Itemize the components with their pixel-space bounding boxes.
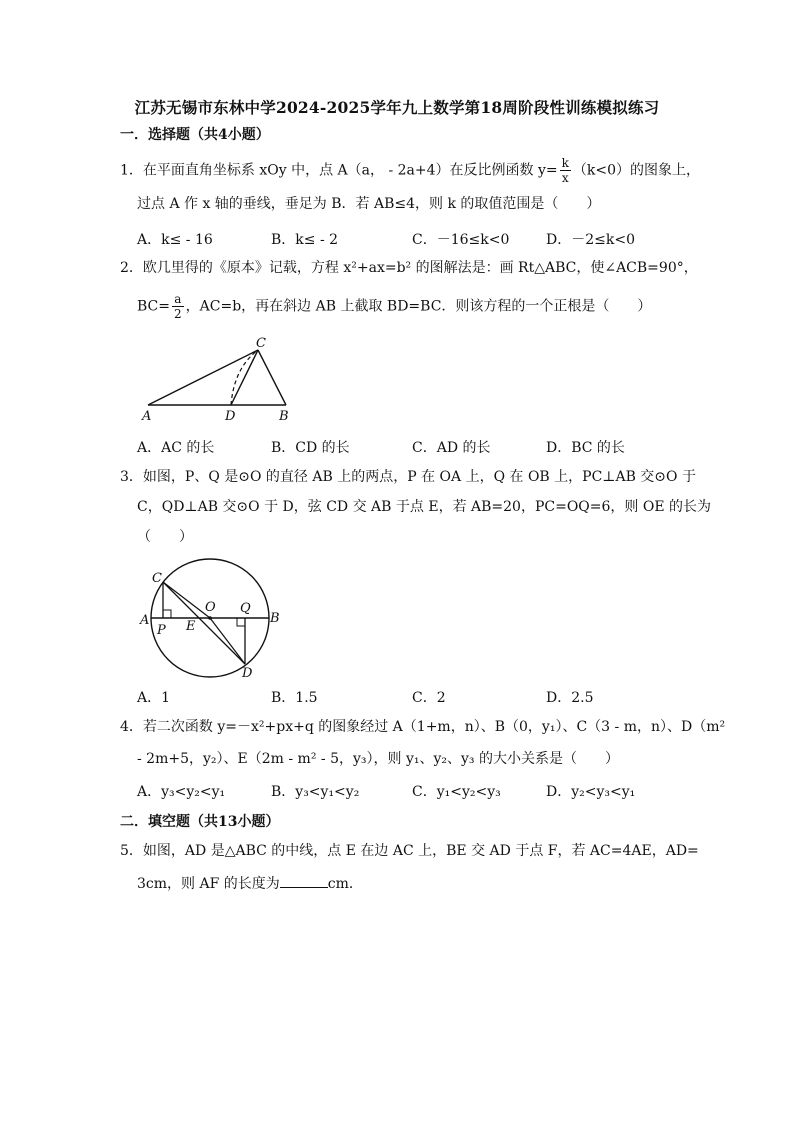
q5-line2 (137, 873, 363, 894)
q2-option-c: C．AD 的长 (412, 440, 491, 456)
q3-line3: （ ） (137, 529, 193, 545)
q3-center-dot (208, 616, 212, 620)
q5-text-a: 3cm，则 AF 的长度为 (137, 876, 280, 892)
q3-line2: C，QD⊥AB 交⊙O 于 D，弦 CD 交 AB 于点 E，若 AB=20，PC=OQ=6，则 OE 的长为 (137, 499, 712, 515)
q5-line1: 5．如图，AD 是△ABC 的中线，点 E 在边 AC 上，BE 交 AD 于点 F，若 AC=4AE，AD= (120, 843, 699, 859)
q1-frac-num: k (561, 156, 569, 170)
q3-option-b: B．1.5 (271, 690, 318, 706)
q3-label-q: Q (240, 601, 251, 616)
q4-option-d: D．y₂<y₃<y₁ (546, 784, 636, 800)
q2-label-a: A (142, 409, 152, 424)
q3-right-angle-p (163, 610, 171, 618)
q4-option-c: C．y₁<y₂<y₃ (412, 784, 501, 800)
q3-option-a: A．1 (137, 690, 171, 706)
q2-label-b: B (279, 409, 289, 424)
q2-frac-den: 2 (174, 307, 182, 321)
q3-label-c: C (152, 571, 162, 586)
q3-label-a: A (140, 613, 150, 628)
q1-option-c: C．－16≤k<0 (412, 232, 510, 248)
q2-option-b: B．CD 的长 (271, 440, 350, 456)
q3-line1: 3．如图，P、Q 是⊙O 的直径 AB 上的两点，P 在 OA 上，Q 在 OB 上，PC⊥AB 交⊙O 于 (120, 469, 696, 485)
q1-option-a: A．k≤ - 16 (137, 232, 213, 248)
q2-label-d: D (225, 409, 236, 424)
q3-label-b: B (270, 611, 280, 626)
q3-option-c: C．2 (412, 690, 446, 706)
q3-label-p: P (157, 623, 166, 638)
q3-chord-cd (163, 582, 245, 664)
q3-segment-co (163, 582, 210, 618)
q3-label-o: O (205, 600, 216, 615)
q4-line2: - 2m+5，y₂）、E（2m - m² - 5，y₃），则 y₁、y₂、y₃ 的大小关系是（ ） (137, 751, 619, 767)
q2-option-a: A．AC 的长 (137, 440, 215, 456)
q1-line2: 过点 A 作 x 轴的垂线，垂足为 B．若 AB≤4，则 k 的取值范围是（ ） (137, 196, 601, 212)
q1-text-b: （k<0）的图象上， (572, 162, 701, 179)
q3-segment-od (210, 618, 245, 664)
q3-label-d: D (242, 666, 253, 681)
q2-text-b: ，AC=b，再在斜边 AB 上截取 BD=BC．则该方程的一个正根是（ ） (185, 298, 652, 315)
q2-label-c: C (256, 336, 266, 351)
q2-option-d: D．BC 的长 (546, 440, 625, 456)
q3-option-d: D．2.5 (546, 690, 594, 706)
q3-right-angle-q (237, 618, 245, 626)
q1-frac-den: x (561, 171, 569, 185)
q4-option-a: A．y₃<y₂<y₁ (137, 784, 226, 800)
q1-option-d: D．－2≤k<0 (546, 232, 635, 248)
q3-label-e: E (186, 619, 196, 634)
q4-option-b: B．y₃<y₁<y₂ (271, 784, 360, 800)
document-title: 江苏无锡市东林中学2024-2025学年九上数学第18周阶段性训练模拟练习 (134, 98, 660, 117)
q5-answer-blank[interactable] (280, 873, 328, 888)
section-heading-choice: 一．选择题（共4小题） (120, 127, 270, 143)
q1-text-a: 1．在平面直角坐标系 xOy 中，点 A（a， - 2a+4）在反比例函数 y= (120, 162, 558, 179)
q4-line1: 4．若二次函数 y=－x²+px+q 的图象经过 A（1+m，n）、B（0，y₁）、C（3 - m，n）、D（m² (120, 719, 726, 735)
q5-text-b: cm． (327, 876, 363, 892)
q2-line1: 2．欧几里得的《原本》记载，方程 x²+ax=b² 的图解法是：画 Rt△ABC，使∠ACB=90°， (120, 260, 698, 276)
q2-text-a: BC= (137, 298, 170, 315)
q2-frac-num: a (172, 292, 184, 307)
section-heading-fill: 二．填空题（共13小题） (120, 814, 280, 830)
q1-option-b: B．k≤ - 2 (271, 232, 339, 248)
